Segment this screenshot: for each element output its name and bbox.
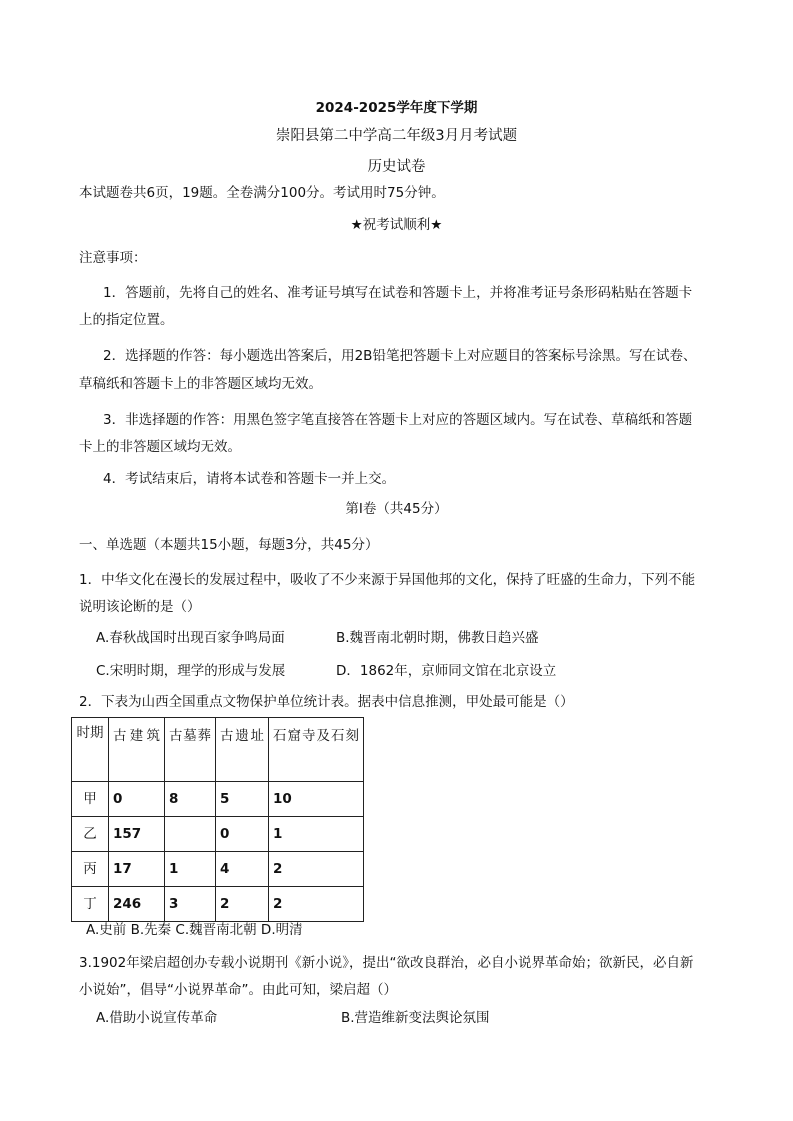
notice-item-cont: 草稿纸和答题卡上的非答题区域均无效。: [79, 376, 322, 392]
table-cell: 2: [269, 887, 364, 922]
table-header: 古墓葬: [165, 718, 216, 782]
header-subject: 历史试卷: [367, 159, 426, 175]
notice-item-cont: 上的指定位置。: [79, 312, 174, 328]
table-cell: 246: [109, 887, 165, 922]
table-cell: 1: [165, 852, 216, 887]
header-school: 崇阳县第二中学高二年级3月月考试题: [275, 128, 518, 144]
table-header: 时期: [72, 718, 109, 782]
question-2-stem: 2．下表为山西全国重点文物保护单位统计表。据表中信息推测，甲处最可能是（）: [79, 694, 574, 710]
notice-item: 1．答题前，先将自己的姓名、准考证号填写在试卷和答题卡上，并将准考证号条形码粘贴在答题卡: [103, 285, 693, 301]
table-cell: 2: [269, 852, 364, 887]
section-title: 一、单选题（本题共15小题，每题3分，共45分）: [79, 537, 379, 553]
notice-item: 2．选择题的作答：每小题选出答案后，用2B铅笔把答题卡上对应题目的答案标号涂黑。写在试卷、: [103, 348, 697, 364]
header-year: 2024-2025学年度下学期: [315, 100, 478, 116]
table-cell: 丙: [72, 852, 109, 887]
table-cell: [165, 817, 216, 852]
question-2-options: A.史前 B.先秦 C.魏晋南北朝 D.明清: [86, 922, 303, 938]
table-cell: 甲: [72, 782, 109, 817]
question-1-option-a: A.春秋战国时出现百家争鸣局面: [96, 630, 285, 646]
table-cell: 0: [216, 817, 269, 852]
table-row: [72, 852, 364, 887]
table-cell: 2: [216, 887, 269, 922]
question-3-option-a: A.借助小说宣传革命: [96, 1010, 218, 1026]
question-1-option-b: B.魏晋南北朝时期，佛教日趋兴盛: [336, 630, 539, 646]
table-cell: 0: [109, 782, 165, 817]
question-1-stem-cont: 说明该论断的是（）: [79, 599, 201, 615]
table-header: 石窟寺及石刻: [269, 718, 364, 782]
part-title: 第I卷（共45分）: [345, 501, 448, 517]
notice-item: 4．考试结束后，请将本试卷和答题卡一并上交。: [103, 471, 396, 487]
question-3-option-b: B.营造维新变法舆论氛围: [341, 1010, 490, 1026]
question-3-stem: 3.1902年梁启超创办专载小说期刊《新小说》，提出“欲改良群治，必自小说界革命始；欲新民，必自新: [79, 955, 694, 971]
table-row: [72, 782, 364, 817]
question-1-option-d: D．1862年，京师同文馆在北京设立: [336, 663, 557, 679]
table-cell: 8: [165, 782, 216, 817]
exam-intro: 本试题卷共6页，19题。全卷满分100分。考试用时75分钟。: [79, 185, 445, 201]
notice-item: 3．非选择题的作答：用黑色签字笔直接答在答题卡上对应的答题区域内。写在试卷、草稿纸和答题: [103, 412, 693, 428]
question-1-option-c: C.宋明时期，理学的形成与发展: [96, 663, 286, 679]
question-3-stem-cont: 小说始”，倡导“小说界革命”。由此可知，梁启超（）: [79, 982, 397, 998]
table-cell: 5: [216, 782, 269, 817]
exam-wish: ★祝考试顺利★: [350, 217, 443, 233]
table-header: 古建筑: [109, 718, 165, 782]
table-cell: 1: [269, 817, 364, 852]
table-cell: 丁: [72, 887, 109, 922]
table-cell: 3: [165, 887, 216, 922]
table-cell: 17: [109, 852, 165, 887]
table-cell: 10: [269, 782, 364, 817]
table-cell: 乙: [72, 817, 109, 852]
question-1-stem: 1．中华文化在漫长的发展过程中，吸收了不少来源于异国他邦的文化，保持了旺盛的生命力，下列不能: [79, 572, 696, 588]
table-header-row: [72, 718, 364, 782]
notice-title: 注意事项：: [79, 250, 147, 266]
table-row: [72, 817, 364, 852]
table-cell: 157: [109, 817, 165, 852]
table-cell: 4: [216, 852, 269, 887]
notice-item-cont: 卡上的非答题区域均无效。: [79, 439, 241, 455]
relics-table: [71, 717, 364, 922]
table-header: 古遗址: [216, 718, 269, 782]
table-row: [72, 887, 364, 922]
